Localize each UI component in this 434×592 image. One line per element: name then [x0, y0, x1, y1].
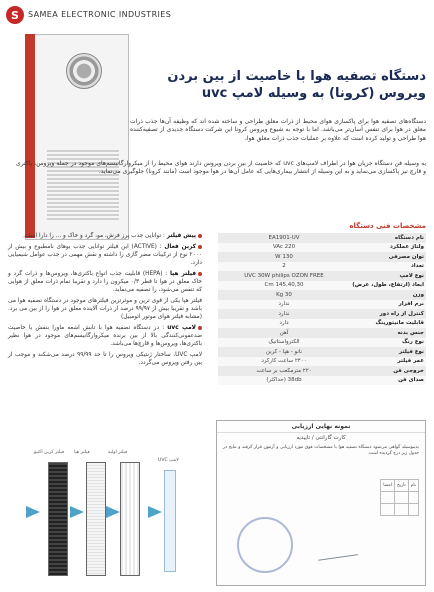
- airflow-arrow-icon: [26, 506, 40, 518]
- feature-text: (HEPA) قابلیت جذب انواع باکتری‌ها، ویروس‌ها و ذرات گرد و خاک معلق در هوا تا قطر ۰/۳ میکرون را دارد و تقریبا تمام ذرات معلق از هوایی که تنفس می‌شود، را تصفیه می‌نماید.: [8, 271, 202, 293]
- spec-row: [218, 309, 426, 319]
- spec-value: الکترواستاتیک: [218, 338, 350, 348]
- spec-row: [218, 233, 426, 243]
- spec-value: ۲۲۰ مترمکعب بر ساعت: [218, 366, 350, 376]
- spec-key: نوع لامپ: [350, 271, 426, 281]
- fan-icon: [66, 53, 102, 89]
- feature-uvc: لامپ uvc : در دستگاه تصفیه هوا با تابش اشعه ماورا بنفش با خاصیت ضدعفونی‌کنندگی بالا از بین برنده میکروارگانیسم‌های موجود در هوا نظیر باکتری‌ها، ویروس‌ها و قارچ‌ها می‌باشد.: [8, 325, 202, 347]
- spec-key: نوع فیلتر: [350, 347, 426, 357]
- specs-table: [218, 233, 426, 385]
- feature-prefilter: پیش فیلتر : توانایی جذب پرز فرش، مو، گرد و خاک و ... را دارا است.: [8, 232, 202, 240]
- bullet-icon: [198, 234, 202, 238]
- warranty-cell: [394, 504, 408, 516]
- stamp-seal: [237, 517, 293, 573]
- feature-label: فیلتر هپا: [170, 271, 196, 277]
- spec-key: صدای فن: [350, 376, 426, 386]
- feature-hepa: فیلتر هپا : (HEPA) قابلیت جذب انواع باکتری‌ها، ویروس‌ها و ذرات گرد و خاک معلق در هوا تا قطر ۰/۳ میکرون را دارد و تقریبا تمام ذرات معلق از هوایی که تنفس می‌شود، را تصفیه می‌نماید.: [8, 271, 202, 293]
- feature-label: لامپ uvc: [167, 325, 196, 331]
- warranty-col-date: تاریخ: [394, 480, 408, 492]
- signature: [316, 538, 358, 560]
- feature-text: (ACTIVE) این فیلتر توانایی جذب بوهای نامطبوع و بیش از ۲۰۰۰ نوع از ترکیبات مضر گازی را داشته و نقش مهمی در جذب عوامل شیمیایی دارد.: [8, 244, 202, 266]
- prefilter-panel: [120, 462, 140, 576]
- spec-value: ندارد: [218, 300, 350, 310]
- spec-key: نام دستگاه: [350, 233, 426, 243]
- spec-value: نانو - هپا - کربن: [218, 347, 350, 357]
- filters-illustration: [8, 448, 202, 584]
- spec-row: [218, 300, 426, 310]
- warranty-cell: [381, 504, 395, 516]
- warranty-title: نمونه نهایی ارزیابی: [217, 421, 425, 433]
- filter-label: فیلتر کربن اکتیو: [34, 450, 65, 455]
- filter-label: لامپ UVC: [158, 458, 179, 463]
- feature-text: توانایی جذب پرز فرش، مو، گرد و خاک و ... را دارا است.: [23, 233, 162, 239]
- spec-key: توان مصرفی: [350, 252, 426, 262]
- spec-row: [218, 347, 426, 357]
- product-red-stripe: [25, 34, 35, 238]
- feature-text: فیلتر هپا یکی از قوی ترین و موثرترین فیلترهای موجود در دستگاه تصفیه هوا می باشد و تقریبا بیش از ۹۹/۹۷ درصد از ذرات آلاینده معلق در هوا را از بین می برد. (مشابه فیلتر هوای موتور اتومبیل): [8, 298, 202, 320]
- hepa-panel: [86, 462, 106, 576]
- spec-value: ۲۴۰۰ ساعت کارکرد: [218, 357, 350, 367]
- spec-value: 2: [218, 262, 350, 272]
- warranty-col-name: نام: [408, 480, 418, 492]
- spec-value: دارد: [218, 319, 350, 329]
- spec-key: نرم افزار: [350, 300, 426, 310]
- spec-value: UVC 30W philips OZON FREE: [218, 271, 350, 281]
- spec-row: [218, 357, 426, 367]
- spec-key: ولتاژ عملکرد: [350, 243, 426, 253]
- spec-row: [218, 319, 426, 329]
- warranty-table: [380, 479, 419, 516]
- spec-key: خروجی فن: [350, 366, 426, 376]
- spec-row: [218, 281, 426, 291]
- header: [0, 0, 434, 28]
- specs-title: مشخصات فنی دستگاه: [349, 222, 426, 230]
- page-title: [130, 68, 426, 102]
- feature-hepa-detail: [8, 297, 202, 321]
- features-list: [8, 232, 202, 370]
- warranty-card: [216, 420, 426, 586]
- filter-label: فیلتر هپا: [74, 450, 90, 455]
- spec-key: تعداد: [350, 262, 426, 272]
- spec-row: [218, 271, 426, 281]
- spec-key: جنس بدنه: [350, 328, 426, 338]
- spec-value: 38db (حداکثر): [218, 376, 350, 386]
- bullet-icon: [198, 326, 202, 330]
- intro-paragraph-2: به وسیله فن دستگاه جریان هوا در اطراف لامپ‌های uvc که خاصیت از بین بردن ویروس دارند هوای محیط را از میکروارگانیسم‌های موجود در جمله ویروس، باکتری و قارچ نیز پاکسازی می‌نماید و به این وسیله از انتشار بیماری‌هایی که عامل آن‌ها در هوا موجود است (مانند کرونا) جلوگیری می‌نماید.: [16, 160, 426, 176]
- feature-label: پیش فیلتر: [166, 233, 196, 239]
- spec-row: [218, 328, 426, 338]
- feature-uvc-detail: [8, 351, 202, 367]
- spec-value: 220 VAc: [218, 243, 350, 253]
- spec-row: [218, 366, 426, 376]
- filter-label: فیلتر اولیه: [108, 450, 128, 455]
- feature-text: لامپ UVC، ساختار ژنتیکی ویروس را تا حد ۹۹/۹۹ درصد می‌شکند و موجب از بین رفتن ویروس می‌گردد.: [8, 352, 203, 366]
- spec-row: [218, 243, 426, 253]
- airflow-arrow-icon: [106, 506, 120, 518]
- spec-key: کنترل از راه دور: [350, 309, 426, 319]
- title-line-1: دستگاه تصفیه هوا با خاصیت از بین بردن: [167, 69, 426, 84]
- warranty-text: بدینوسیله گواهی می‌شود دستگاه تصفیه هوا با مشخصات فوق مورد ارزیابی و آزمون قرار گرفته و نتایج در جدول زیر درج گردیده است.: [223, 445, 419, 457]
- spec-key: قابلیت مانیتورینگ: [350, 319, 426, 329]
- spec-row: [218, 252, 426, 262]
- feature-text: در دستگاه تصفیه هوا با تابش اشعه ماورا بنفش با خاصیت ضدعفونی‌کنندگی بالا از بین برنده میکروارگانیسم‌های موجود در هوا نظیر باکتری‌ها، ویروس‌ها و قارچ‌ها می‌باشد.: [8, 325, 202, 347]
- spec-key: ابعاد (ارتفاع، طول، عرض): [350, 281, 426, 291]
- feature-carbon: کربن فعال : (ACTIVE) این فیلتر توانایی جذب بوهای نامطبوع و بیش از ۲۰۰۰ نوع از ترکیبات مضر گازی را داشته و نقش مهمی در جذب عوامل شیمیایی دارد.: [8, 244, 202, 266]
- carbon-panel: [48, 462, 68, 576]
- feature-label: کربن فعال: [164, 244, 196, 250]
- warranty-heading: کارت گارانتی / تاییدیه: [296, 435, 346, 441]
- spec-row: [218, 376, 426, 386]
- warranty-col-sign: امضا: [381, 480, 395, 492]
- spec-key: وزن: [350, 290, 426, 300]
- warranty-cell: [394, 492, 408, 504]
- uvc-lamp: [164, 470, 176, 572]
- intro-paragraph: دستگاه‌های تصفیه هوا برای پاکسازی هوای محیط از ذرات معلق طراحی و ساخته شده اند که وظیفه آن‌ها جذب ذرات معلق در هوا برای تنفس آسان‌تر می‌باشد. اما با توجه به شیوع ویروس کرونا این شرکت دستگاه جدیدی از تصفیه‌کننده هوا طراحی و تولید کرده است که علاوه بر عملیات جذب ذرات معلق هوا،: [130, 118, 426, 142]
- airflow-arrow-icon: [70, 506, 84, 518]
- warranty-cell: [408, 504, 418, 516]
- warranty-cell: [381, 492, 395, 504]
- spec-value: 30 Kg: [218, 290, 350, 300]
- spec-row: [218, 338, 426, 348]
- spec-value: آهن: [218, 328, 350, 338]
- spec-row: [218, 262, 426, 272]
- spec-key: عمر فیلتر: [350, 357, 426, 367]
- spec-key: نوع رنگ: [350, 338, 426, 348]
- spec-row: [218, 290, 426, 300]
- spec-value: EA1901-UV: [218, 233, 350, 243]
- bullet-icon: [198, 272, 202, 276]
- spec-value: 130 W: [218, 252, 350, 262]
- airflow-arrow-icon: [148, 506, 162, 518]
- title-line-2: ویروس (کرونا) به وسیله لامپ uvc: [201, 86, 426, 101]
- brand-name: SAMEA ELECTRONIC INDUSTRIES: [28, 10, 172, 19]
- spec-value: 145,40,30 Cm: [218, 281, 350, 291]
- spec-value: ندارد: [218, 309, 350, 319]
- warranty-cell: [408, 492, 418, 504]
- bullet-icon: [198, 245, 202, 249]
- company-logo: S: [6, 6, 24, 24]
